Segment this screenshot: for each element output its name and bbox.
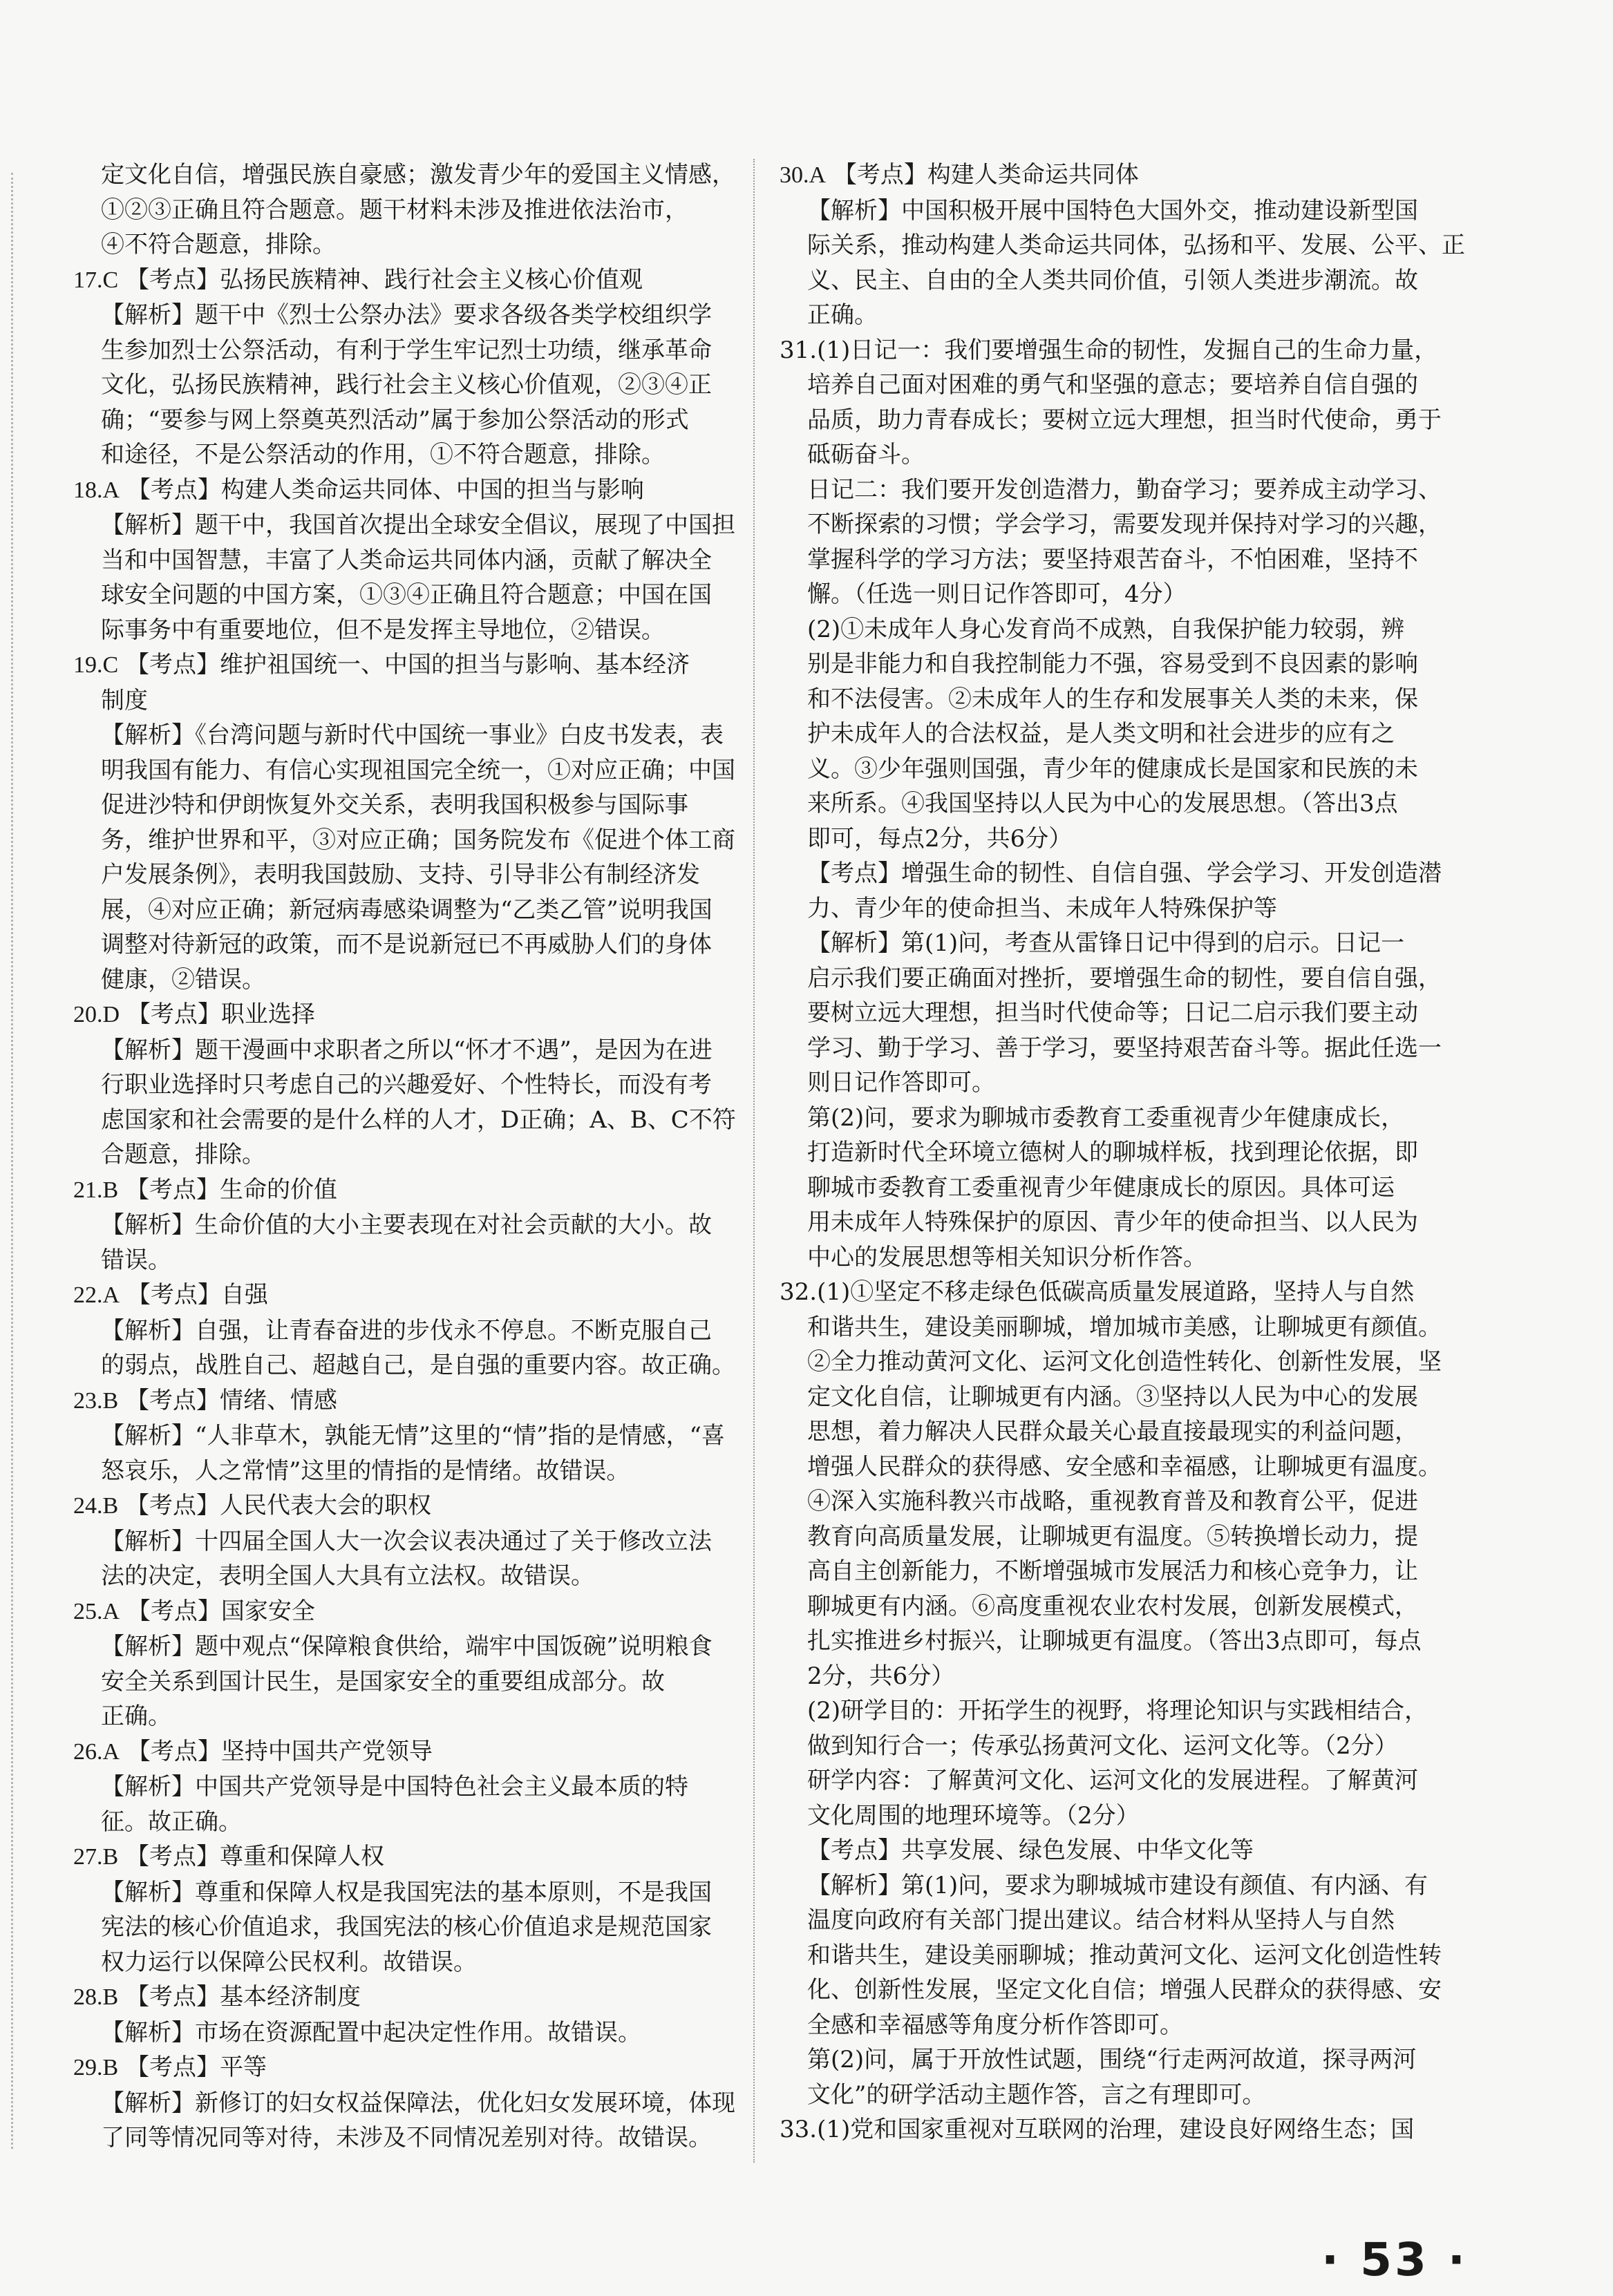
- kaodian: 【考点】尊重和保障人权: [126, 1843, 384, 1870]
- jiexi-line: 第(2)问，属于开放性试题，围绕“行走两河故道，探寻两河: [807, 2046, 1417, 2074]
- jiexi-line: 促进沙特和伊朗恢复外交关系，表明我国积极参与国际事: [101, 791, 688, 819]
- jiexi-line: 【解析】第(1)问，要求为聊城城市建设有颜值、有内涵、有: [807, 1871, 1428, 1899]
- jiexi-line: 当和中国智慧，丰富了人类命运共同体内涵，贡献了解决全: [101, 546, 712, 574]
- answer-line: 33.(1)党和国家重视对互联网的治理，建设良好网络生态；国: [780, 2116, 1415, 2143]
- kaodian: 【考点】增强生命的韧性、自信自强、学会学习、开发创造潜: [807, 860, 1442, 887]
- jiexi-line: 全感和幸福感等角度分析作答即可。: [807, 2011, 1183, 2039]
- jiexi-line: 安全关系到国计民生，是国家安全的重要组成部分。故: [101, 1667, 665, 1696]
- jiexi-line: 【解析】题干中《烈士公祭办法》要求各级各类学校组织学: [101, 301, 712, 329]
- jiexi-line: 启示我们要正确面对挫折，要增强生命的韧性，要自信自强，: [807, 964, 1442, 992]
- question-29: [73, 2050, 735, 2156]
- answer-line: 日记二：我们要开发创造潜力，勤奋学习；要养成主动学习、: [807, 475, 1442, 504]
- question-number: 30.A: [780, 162, 827, 188]
- answer-line: 来所系。④我国坚持以人民为中心的发展思想。（答出3点: [807, 790, 1398, 817]
- question-number: 26.A: [73, 1738, 120, 1765]
- answer-line: 聊城更有内涵。⑥高度重视农业农村发展，创新发展模式，: [807, 1592, 1418, 1620]
- question-22: [73, 1278, 735, 1383]
- jiexi-line: 生参加烈士公祭活动，有利于学生牢记烈士功绩，继承革命: [101, 336, 712, 364]
- jiexi-line: 正确。: [101, 1702, 171, 1730]
- jiexi-line: 【解析】市场在资源配置中起决定性作用。故错误。: [101, 2018, 641, 2047]
- jiexi-line: 际关系，推动构建人类命运共同体，弘扬和平、发展、公平、正: [807, 231, 1465, 259]
- answer-line: 和不法侵害。②未成年人的生存和发展事关人类的未来，保: [807, 685, 1418, 713]
- answer-line: 护未成年人的合法权益，是人类文明和社会进步的应有之: [807, 720, 1395, 748]
- question-33: [780, 2112, 1474, 2147]
- text-line: ①②③正确且符合题意。题干材料未涉及推进依法治市，: [101, 196, 688, 224]
- question-23: [73, 1383, 726, 1489]
- jiexi-line: 文化，弘扬民族精神，践行社会主义核心价值观，②③④正: [101, 371, 712, 399]
- question-number: 22.A: [73, 1282, 120, 1308]
- jiexi-line: 合题意，排除。: [101, 1141, 265, 1168]
- jiexi-line: 【解析】十四届全国人大一次会议表决通过了关于修改立法: [101, 1527, 712, 1555]
- jiexi-line: 【解析】题干中，我国首次提出全球安全倡议，展现了中国担: [101, 511, 735, 539]
- jiexi-line: 征。故正确。: [101, 1808, 242, 1836]
- question-30: [780, 158, 1474, 333]
- answer-line: (2)研学目的：开拓学生的视野，将理论知识与实践相结合，: [807, 1697, 1428, 1725]
- jiexi-line: 则日记作答即可。: [807, 1069, 995, 1097]
- jiexi-line: 行职业选择时只考虑自己的兴趣爱好、个性特长，而没有考: [101, 1071, 712, 1099]
- question-number: 24.B: [73, 1493, 119, 1519]
- right-column: [780, 158, 1474, 2147]
- answer-line: 即可，每点2分，共6分）: [807, 824, 1073, 853]
- question-number: 18.A: [73, 477, 120, 503]
- jiexi-line: 和途径，不是公祭活动的作用，①不符合题意，排除。: [101, 441, 665, 468]
- kaodian-continued: 制度: [101, 686, 148, 714]
- jiexi-line: 文化”的研学活动主题作答，言之有理即可。: [807, 2080, 1266, 2109]
- question-32: [780, 1275, 1474, 2112]
- question-number: 29.B: [73, 2055, 119, 2080]
- answer-line: 教育向高质量发展，让聊城更有温度。⑤转换增长动力，提: [807, 1522, 1418, 1550]
- question-20: [73, 997, 736, 1173]
- jiexi-line: 虑国家和社会需要的是什么样的人才，D正确；A、B、C不符: [101, 1106, 736, 1134]
- question-26: [73, 1734, 726, 1840]
- jiexi-line: 宪法的核心价值追求，我国宪法的核心价值追求是规范国家: [101, 1913, 712, 1941]
- jiexi-line: 和谐共生，建设美丽聊城；推动黄河文化、运河文化创造性转: [807, 1941, 1442, 1969]
- kaodian: 【考点】弘扬民族精神、践行社会主义核心价值观: [126, 265, 643, 294]
- jiexi-line: 法的决定，表明全国人大具有立法权。故错误。: [101, 1562, 594, 1590]
- jiexi-line: 务，维护世界和平，③对应正确；国务院发布《促进个体工商: [101, 826, 735, 854]
- kaodian: 【考点】共享发展、绿色发展、中华文化等: [807, 1837, 1254, 1864]
- question-number: 20.D: [73, 1002, 120, 1027]
- answer-line: 研学内容：了解黄河文化、运河文化的发展进程。了解黄河: [807, 1767, 1418, 1794]
- question-number: 21.B: [73, 1177, 119, 1203]
- jiexi-line: 际事务中有重要地位，但不是发挥主导地位，②错误。: [101, 616, 665, 644]
- text-line: ④不符合题意，排除。: [101, 231, 336, 258]
- question-19: [73, 647, 735, 997]
- answer-line: ②全力推动黄河文化、运河文化创造性转化、创新性发展，坚: [807, 1348, 1442, 1376]
- jiexi-line: 了同等情况同等对待，未涉及不同情况差别对待。故错误。: [101, 2124, 712, 2152]
- jiexi-line: 权力运行以保障公民权利。故错误。: [101, 1948, 477, 1976]
- question-number: 19.C: [73, 652, 119, 678]
- kaodian: 【考点】生命的价值: [126, 1175, 337, 1204]
- jiexi-line: 【解析】题干漫画中求职者之所以“怀才不遇”，是因为在进: [101, 1036, 713, 1064]
- jiexi-line: 打造新时代全环境立德树人的聊城样板，找到理论依据，即: [807, 1139, 1418, 1166]
- kaodian: 【考点】维护祖国统一、中国的担当与影响、基本经济: [126, 651, 690, 679]
- answer-line: 31.(1)日记一：我们要增强生命的韧性，发掘自己的生命力量，: [780, 336, 1438, 364]
- answer-line: 做到知行合一；传承弘扬黄河文化、运河文化等。（2分）: [807, 1732, 1398, 1760]
- page-number: · 53 ·: [1321, 2233, 1468, 2286]
- answer-line: 2分，共6分）: [807, 1662, 955, 1690]
- kaodian: 【考点】坚持中国共产党领导: [126, 1737, 433, 1765]
- jiexi-line: 健康，②错误。: [101, 965, 265, 994]
- jiexi-line: 学习、勤于学习、善于学习，要坚持艰苦奋斗等。据此任选一: [807, 1034, 1442, 1062]
- jiexi-line: 第(2)问，要求为聊城市委教育工委重视青少年健康成长，: [807, 1103, 1405, 1132]
- jiexi-line: 展，④对应正确；新冠病毒感染调整为“乙类乙管”说明我国: [101, 895, 713, 924]
- jiexi-line: 【解析】自强，让青春奋进的步伐永不停息。不断克服自己: [101, 1316, 712, 1345]
- jiexi-line: 中心的发展思想等相关知识分析作答。: [807, 1243, 1207, 1271]
- answer-line: 懈。（任选一则日记作答即可，4分）: [807, 580, 1187, 608]
- jiexi-line: 【解析】中国积极开展中国特色大国外交，推动建设新型国: [807, 196, 1418, 225]
- answer-line: 定文化自信，让聊城更有内涵。③坚持以人民为中心的发展: [807, 1383, 1418, 1411]
- jiexi-line: 怒哀乐，人之常情”这里的情指的是情绪。故错误。: [101, 1457, 630, 1485]
- kaodian: 【考点】国家安全: [126, 1597, 315, 1625]
- question-number: 17.C: [73, 267, 119, 293]
- column-divider: [753, 159, 755, 2163]
- jiexi-line: 化、创新性发展，坚定文化自信；增强人民群众的获得感、安: [807, 1976, 1442, 2004]
- question-number: 23.B: [73, 1387, 119, 1414]
- jiexi-line: 明我国有能力、有信心实现祖国完全统一，①对应正确；中国: [101, 756, 735, 784]
- question-17: [73, 263, 726, 473]
- question-25: [73, 1594, 726, 1734]
- margin-marker: [11, 173, 13, 2149]
- answer-line: 砥砺奋斗。: [807, 441, 925, 468]
- jiexi-line: 【解析】新修订的妇女权益保障法，优化妇女发展环境，体现: [101, 2089, 735, 2117]
- jiexi-line: 正确。: [807, 301, 878, 329]
- question-27: [73, 1839, 726, 1980]
- jiexi-line: 温度向政府有关部门提出建议。结合材料从坚持人与自然: [807, 1906, 1395, 1934]
- answer-line: 不断探索的习惯；学会学习，需要发现并保持对学习的兴趣，: [807, 511, 1442, 538]
- answer-line: (2)①未成年人身心发育尚不成熟，自我保护能力较弱，辨: [807, 615, 1405, 643]
- kaodian: 【考点】自强: [126, 1281, 268, 1309]
- jiexi-line: 【解析】“人非草木，孰能无情”这里的“情”指的是情感，“喜: [101, 1422, 725, 1450]
- q16-tail: [73, 158, 735, 263]
- question-number: 25.A: [73, 1598, 120, 1624]
- jiexi-line: 错误。: [101, 1246, 171, 1274]
- answer-line: 和谐共生，建设美丽聊城，增加城市美感，让聊城更有颜值。: [807, 1313, 1442, 1341]
- jiexi-line: 户发展条例》，表明我国鼓励、支持、引导非公有制经济发: [101, 861, 700, 889]
- jiexi-line: 【解析】中国共产党领导是中国特色社会主义最本质的特: [101, 1773, 688, 1801]
- answer-line: 掌握科学的学习方法；要坚持艰苦奋斗，不怕困难，坚持不: [807, 545, 1418, 573]
- jiexi-line: 聊城市委教育工委重视青少年健康成长的原因。具体可运: [807, 1173, 1395, 1202]
- answer-line: 扎实推进乡村振兴，让聊城更有温度。（答出3点即可，每点: [807, 1627, 1422, 1655]
- jiexi-line: 【解析】生命价值的大小主要表现在对社会贡献的大小。故: [101, 1211, 712, 1239]
- jiexi-line: 【解析】题中观点“保障粮食供给，端牢中国饭碗”说明粮食: [101, 1633, 713, 1660]
- jiexi-line: 【解析】《台湾问题与新时代中国统一事业》白皮书发表，表: [101, 721, 724, 749]
- question-number: 28.B: [73, 1984, 119, 2010]
- answer-line: 品质，助力青春成长；要树立远大理想，担当时代使命，勇于: [807, 406, 1442, 434]
- jiexi-line: 调整对待新冠的政策，而不是说新冠已不再威胁人们的身体: [101, 931, 712, 958]
- kaodian: 【考点】职业选择: [126, 1000, 315, 1028]
- kaodian: 【考点】情绪、情感: [126, 1386, 337, 1414]
- answer-line: 高自主创新能力，不断增强城市发展活力和核心竞争力，让: [807, 1557, 1418, 1585]
- answer-line: 思想，着力解决人民群众最关心最直接最现实的利益问题，: [807, 1418, 1418, 1445]
- question-24: [73, 1488, 726, 1594]
- kaodian: 【考点】基本经济制度: [126, 1983, 361, 2011]
- kaodian: 力、青少年的使命担当、未成年人特殊保护等: [807, 894, 1277, 922]
- jiexi-line: 的弱点，战胜自己、超越自己，是自强的重要内容。故正确。: [101, 1351, 735, 1379]
- question-31: [780, 333, 1474, 1275]
- jiexi-line: 义、民主、自由的全人类共同价值，引领人类进步潮流。故: [807, 266, 1418, 294]
- answer-line: 文化周围的地理环境等。（2分）: [807, 1801, 1140, 1830]
- question-28: [73, 1980, 726, 2050]
- jiexi-line: 【解析】第(1)问，考查从雷锋日记中得到的启示。日记一: [807, 929, 1405, 957]
- jiexi-line: 确；“要参与网上祭奠英烈活动”属于参加公祭活动的形式: [101, 406, 689, 434]
- jiexi-line: 要树立远大理想，担当时代使命等；日记二启示我们要主动: [807, 999, 1418, 1027]
- answer-line: 别是非能力和自我控制能力不强，容易受到不良因素的影响: [807, 650, 1418, 678]
- kaodian: 【考点】人民代表大会的职权: [126, 1492, 431, 1519]
- jiexi-line: 【解析】尊重和保障人权是我国宪法的基本原则，不是我国: [101, 1878, 712, 1906]
- question-21: [73, 1173, 726, 1278]
- text-line: 定文化自信，增强民族自豪感；激发青少年的爱国主义情感，: [101, 161, 735, 189]
- answer-line: 32.(1)①坚定不移走绿色低碳高质量发展道路，坚持人与自然: [780, 1278, 1415, 1306]
- answer-line: 义。③少年强则国强，青少年的健康成长是国家和民族的未: [807, 755, 1418, 783]
- question-18: [73, 473, 735, 648]
- left-column: [73, 158, 736, 2156]
- answer-line: ④深入实施科教兴市战略，重视教育普及和教育公平，促进: [807, 1488, 1418, 1515]
- kaodian: 【考点】构建人类命运共同体: [833, 161, 1139, 189]
- kaodian: 【考点】平等: [126, 2053, 267, 2081]
- answer-line: 培养自己面对困难的勇气和坚强的意志；要培养自信自强的: [807, 371, 1418, 399]
- jiexi-line: 球安全问题的中国方案，①③④正确且符合题意；中国在国: [101, 581, 712, 609]
- kaodian: 【考点】构建人类命运共同体、中国的担当与影响: [126, 475, 644, 504]
- question-number: 27.B: [73, 1844, 119, 1870]
- answer-line: 增强人民群众的获得感、安全感和幸福感，让聊城更有温度。: [807, 1452, 1442, 1481]
- jiexi-line: 用未成年人特殊保护的原因、青少年的使命担当、以人民为: [807, 1208, 1418, 1236]
